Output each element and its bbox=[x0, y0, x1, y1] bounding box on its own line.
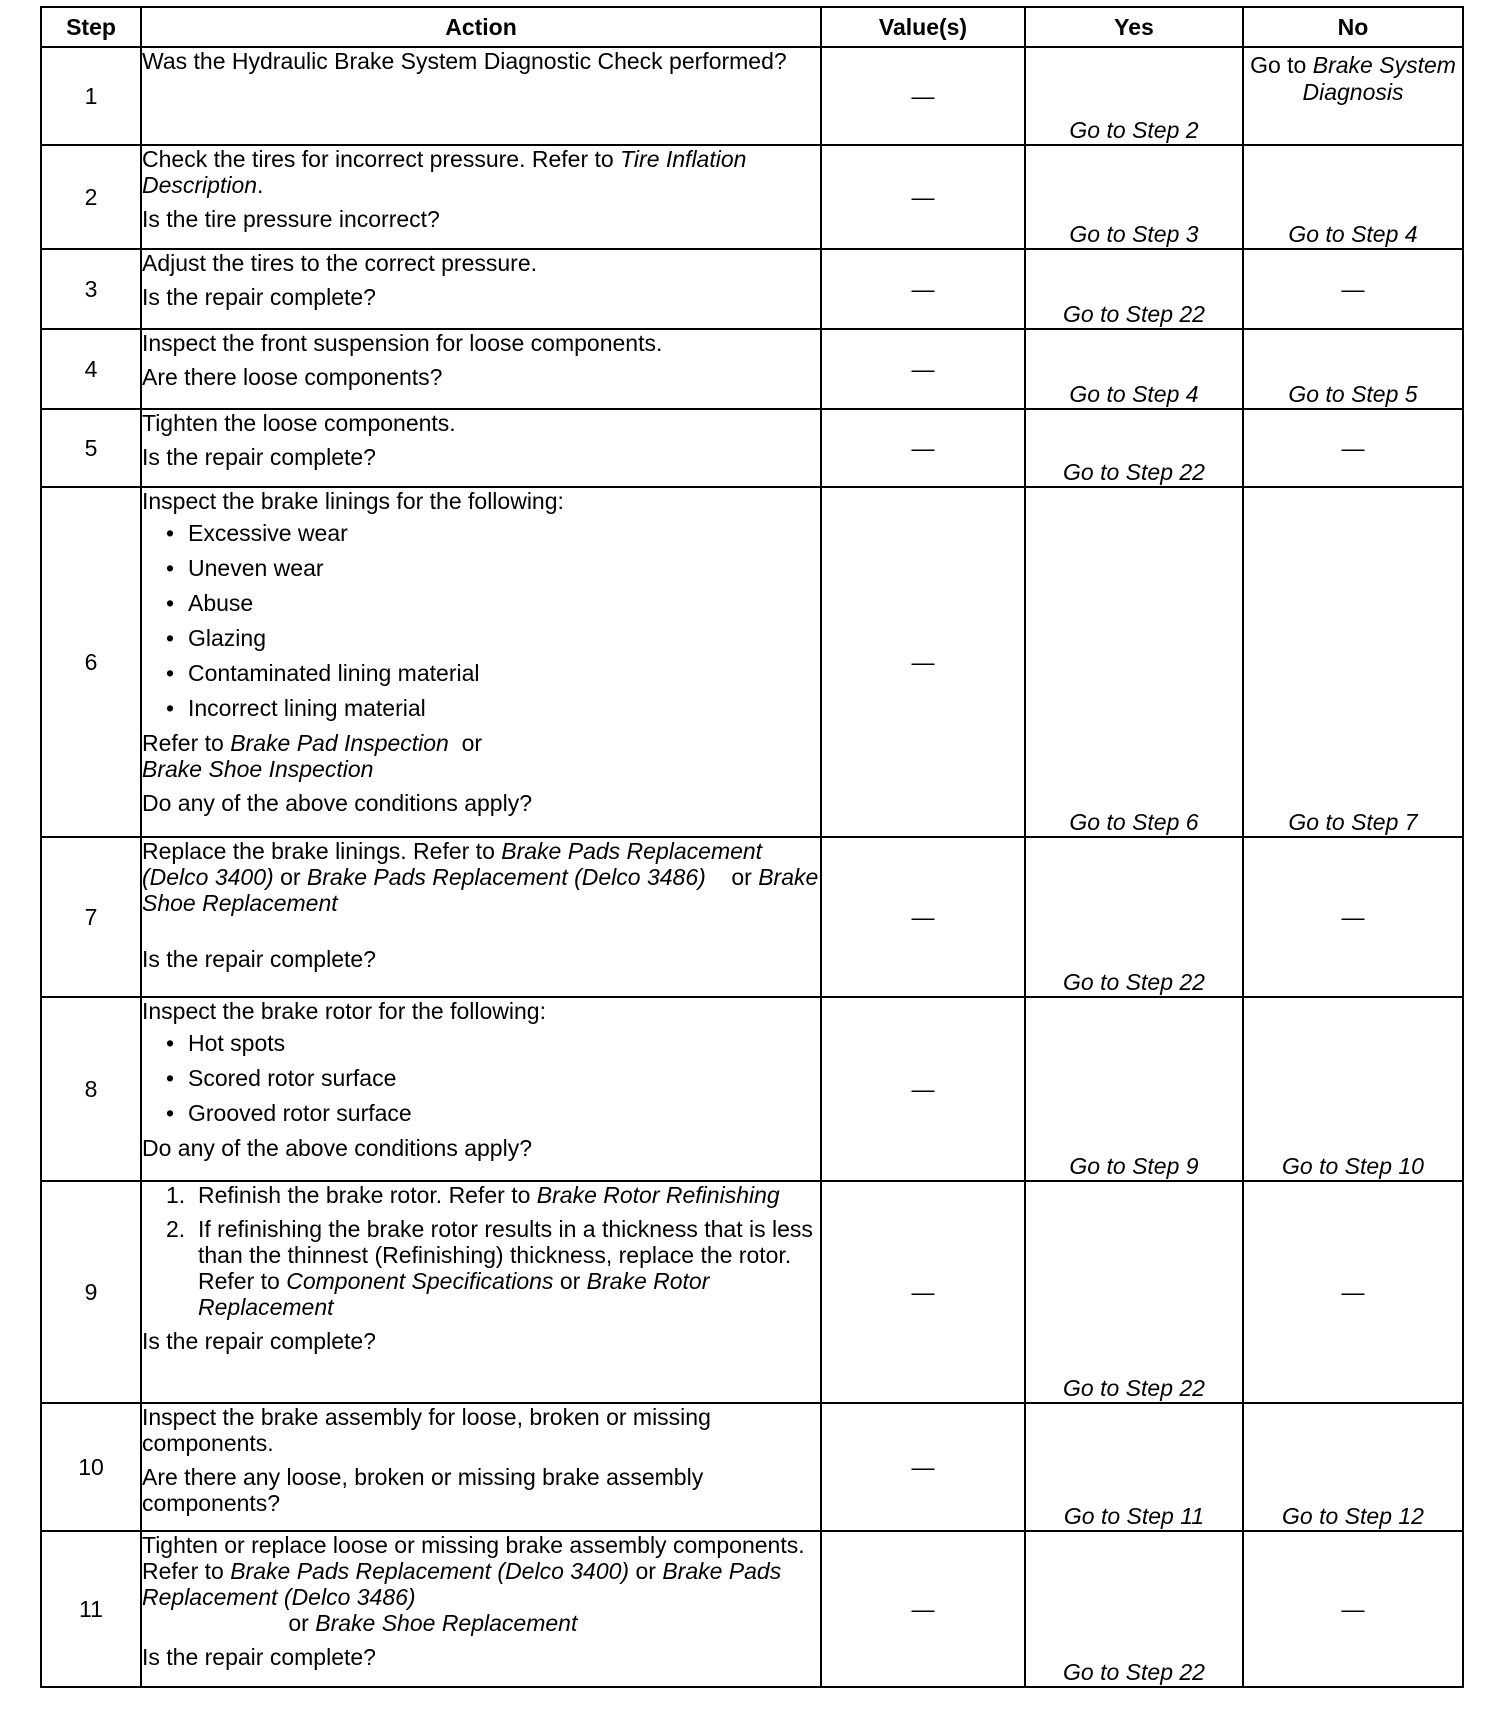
yes-cell: Go to Step 22 bbox=[1025, 1531, 1243, 1687]
action-text-part: or bbox=[705, 864, 759, 890]
step-number: 4 bbox=[41, 329, 141, 409]
action-link[interactable]: Tire Inflation Description bbox=[142, 146, 747, 198]
action-text-part: or bbox=[282, 1610, 316, 1636]
action-cell bbox=[141, 47, 821, 145]
yes-cell: Go to Step 2 bbox=[1025, 47, 1243, 145]
no-text: Go to bbox=[1250, 52, 1313, 78]
value-cell: — bbox=[821, 249, 1025, 329]
action-link[interactable]: Brake Pad Inspection bbox=[230, 730, 449, 756]
action-cell bbox=[141, 145, 821, 249]
no-cell: — bbox=[1243, 249, 1463, 329]
action-text bbox=[142, 1532, 820, 1636]
table-row bbox=[41, 409, 1463, 487]
step-number: 10 bbox=[41, 1403, 141, 1531]
value-cell: — bbox=[821, 837, 1025, 997]
yes-cell: Go to Step 22 bbox=[1025, 249, 1243, 329]
header-yes: Yes bbox=[1025, 7, 1243, 47]
header-no: No bbox=[1243, 7, 1463, 47]
no-cell bbox=[1243, 47, 1463, 145]
list-number: 1. bbox=[166, 1182, 186, 1208]
action-question: Is the repair complete? bbox=[142, 444, 376, 470]
no-cell: — bbox=[1243, 1531, 1463, 1687]
yes-cell: Go to Step 3 bbox=[1025, 145, 1243, 249]
yes-cell: Go to Step 22 bbox=[1025, 409, 1243, 487]
table-row bbox=[41, 1181, 1463, 1403]
action-question: Are there loose components? bbox=[142, 364, 443, 390]
action-text: Was the Hydraulic Brake System Diagnostic Check performed? bbox=[142, 48, 787, 74]
action-question: Is the repair complete? bbox=[142, 284, 376, 310]
yes-cell: Go to Step 22 bbox=[1025, 1181, 1243, 1403]
value-cell: — bbox=[821, 1531, 1025, 1687]
list-item bbox=[142, 1182, 820, 1208]
condition-list bbox=[142, 520, 820, 721]
action-link[interactable]: Brake Pads Replacement (Delco 3400) bbox=[142, 838, 763, 890]
action-text: Inspect the brake rotor for the following: bbox=[142, 998, 546, 1024]
action-cell bbox=[141, 329, 821, 409]
action-cell bbox=[141, 249, 821, 329]
action-text: Adjust the tires to the correct pressure. bbox=[142, 250, 538, 276]
header-row bbox=[41, 7, 1463, 47]
action-question: Is the tire pressure incorrect? bbox=[142, 206, 440, 232]
action-text-part: Check the tires for incorrect pressure. Refer to bbox=[142, 146, 621, 172]
action-text-part: or bbox=[448, 730, 489, 756]
action-text-part: Replace the brake linings. Refer to bbox=[142, 838, 502, 864]
action-question: Are there any loose, broken or missing brake assembly components? bbox=[142, 1464, 704, 1516]
table-row bbox=[41, 145, 1463, 249]
no-cell: Go to Step 4 bbox=[1243, 145, 1463, 249]
yes-cell: Go to Step 6 bbox=[1025, 487, 1243, 837]
action-question: Is the repair complete? bbox=[142, 1328, 376, 1354]
action-text bbox=[142, 146, 820, 198]
action-link[interactable]: Brake Pads Replacement (Delco 3486) bbox=[142, 1558, 782, 1610]
list-item: • Scored rotor surface bbox=[164, 1065, 820, 1091]
table-row bbox=[41, 1531, 1463, 1687]
action-question: Is the repair complete? bbox=[142, 1644, 376, 1670]
value-cell: — bbox=[821, 1403, 1025, 1531]
step-number: 8 bbox=[41, 997, 141, 1181]
action-text-part: . bbox=[257, 172, 264, 198]
list-item: • Hot spots bbox=[164, 1030, 820, 1056]
yes-cell: Go to Step 11 bbox=[1025, 1403, 1243, 1531]
value-cell: — bbox=[821, 1181, 1025, 1403]
header-values: Value(s) bbox=[821, 7, 1025, 47]
table-row bbox=[41, 487, 1463, 837]
action-link[interactable]: Brake Shoe Inspection bbox=[142, 756, 374, 782]
no-cell: — bbox=[1243, 1181, 1463, 1403]
action-cell bbox=[141, 487, 821, 837]
action-text-part: If refinishing the brake rotor results in a thickness that is less than the thinnest (Refinishing) thickness, replace the rotor. Refer to bbox=[198, 1216, 813, 1294]
list-item: • Grooved rotor surface bbox=[164, 1100, 820, 1126]
action-reference bbox=[142, 730, 820, 782]
value-cell: — bbox=[821, 487, 1025, 837]
value-cell: — bbox=[821, 409, 1025, 487]
step-number: 3 bbox=[41, 249, 141, 329]
table-row bbox=[41, 249, 1463, 329]
action-text: Tighten the loose components. bbox=[142, 410, 456, 436]
action-text-part: or bbox=[629, 1558, 663, 1584]
no-cell: — bbox=[1243, 409, 1463, 487]
action-cell bbox=[141, 1181, 821, 1403]
action-question: Is the repair complete? bbox=[142, 946, 376, 972]
action-text-part: or bbox=[273, 864, 307, 890]
value-cell: — bbox=[821, 47, 1025, 145]
list-item: • Glazing bbox=[164, 625, 820, 651]
no-cell: Go to Step 10 bbox=[1243, 997, 1463, 1181]
action-text-part: or bbox=[553, 1268, 587, 1294]
yes-cell: Go to Step 9 bbox=[1025, 997, 1243, 1181]
yes-cell: Go to Step 4 bbox=[1025, 329, 1243, 409]
no-cell: — bbox=[1243, 837, 1463, 997]
action-text bbox=[142, 838, 820, 916]
no-cell: Go to Step 5 bbox=[1243, 329, 1463, 409]
table-row bbox=[41, 837, 1463, 997]
action-question: Do any of the above conditions apply? bbox=[142, 1135, 532, 1161]
table-row bbox=[41, 329, 1463, 409]
header-step: Step bbox=[41, 7, 141, 47]
list-item: • Abuse bbox=[164, 590, 820, 616]
action-question: Do any of the above conditions apply? bbox=[142, 790, 532, 816]
no-cell: Go to Step 7 bbox=[1243, 487, 1463, 837]
action-link[interactable]: Brake Pads Replacement (Delco 3400) bbox=[230, 1558, 630, 1584]
action-cell bbox=[141, 1531, 821, 1687]
action-text: Inspect the front suspension for loose components. bbox=[142, 330, 663, 356]
list-item: • Contaminated lining material bbox=[164, 660, 820, 686]
diagnostic-table bbox=[40, 6, 1464, 1688]
table-row bbox=[41, 47, 1463, 145]
list-item: • Excessive wear bbox=[164, 520, 820, 546]
action-link[interactable]: Brake Rotor Replacement bbox=[198, 1268, 710, 1320]
action-text: Inspect the brake linings for the following: bbox=[142, 488, 564, 514]
step-number: 5 bbox=[41, 409, 141, 487]
step-number: 2 bbox=[41, 145, 141, 249]
value-cell: — bbox=[821, 145, 1025, 249]
value-cell: — bbox=[821, 329, 1025, 409]
condition-list bbox=[142, 1030, 820, 1126]
no-link[interactable]: Brake System Diagnosis bbox=[1302, 52, 1456, 105]
step-number: 6 bbox=[41, 487, 141, 837]
step-number: 1 bbox=[41, 47, 141, 145]
action-cell bbox=[141, 997, 821, 1181]
yes-cell: Go to Step 22 bbox=[1025, 837, 1243, 997]
no-cell: Go to Step 12 bbox=[1243, 1403, 1463, 1531]
numbered-list bbox=[142, 1182, 820, 1320]
action-text-part: Refinish the brake rotor. Refer to bbox=[198, 1182, 537, 1208]
action-cell bbox=[141, 1403, 821, 1531]
list-item: • Incorrect lining material bbox=[164, 695, 820, 721]
action-link[interactable]: Brake Pads Replacement (Delco 3486) bbox=[306, 864, 706, 890]
list-number: 2. bbox=[166, 1216, 186, 1242]
table-row bbox=[41, 1403, 1463, 1531]
step-number: 11 bbox=[41, 1531, 141, 1687]
action-text: Inspect the brake assembly for loose, broken or missing components. bbox=[142, 1404, 711, 1456]
step-number: 9 bbox=[41, 1181, 141, 1403]
action-text-part: Refer to bbox=[142, 730, 231, 756]
action-link[interactable]: Brake Shoe Replacement bbox=[315, 1610, 578, 1636]
action-link[interactable]: Component Specifications bbox=[286, 1268, 554, 1294]
action-cell bbox=[141, 409, 821, 487]
action-text-part: Tighten or replace loose or missing brake assembly components. Refer to bbox=[142, 1532, 805, 1584]
header-action: Action bbox=[141, 7, 821, 47]
action-cell bbox=[141, 837, 821, 997]
action-link[interactable]: Brake Rotor Refinishing bbox=[536, 1182, 780, 1208]
step-number: 7 bbox=[41, 837, 141, 997]
value-cell: — bbox=[821, 997, 1025, 1181]
list-item bbox=[142, 1216, 820, 1320]
action-link[interactable]: Brake Shoe Replacement bbox=[142, 864, 819, 916]
list-item: • Uneven wear bbox=[164, 555, 820, 581]
table-row bbox=[41, 997, 1463, 1181]
